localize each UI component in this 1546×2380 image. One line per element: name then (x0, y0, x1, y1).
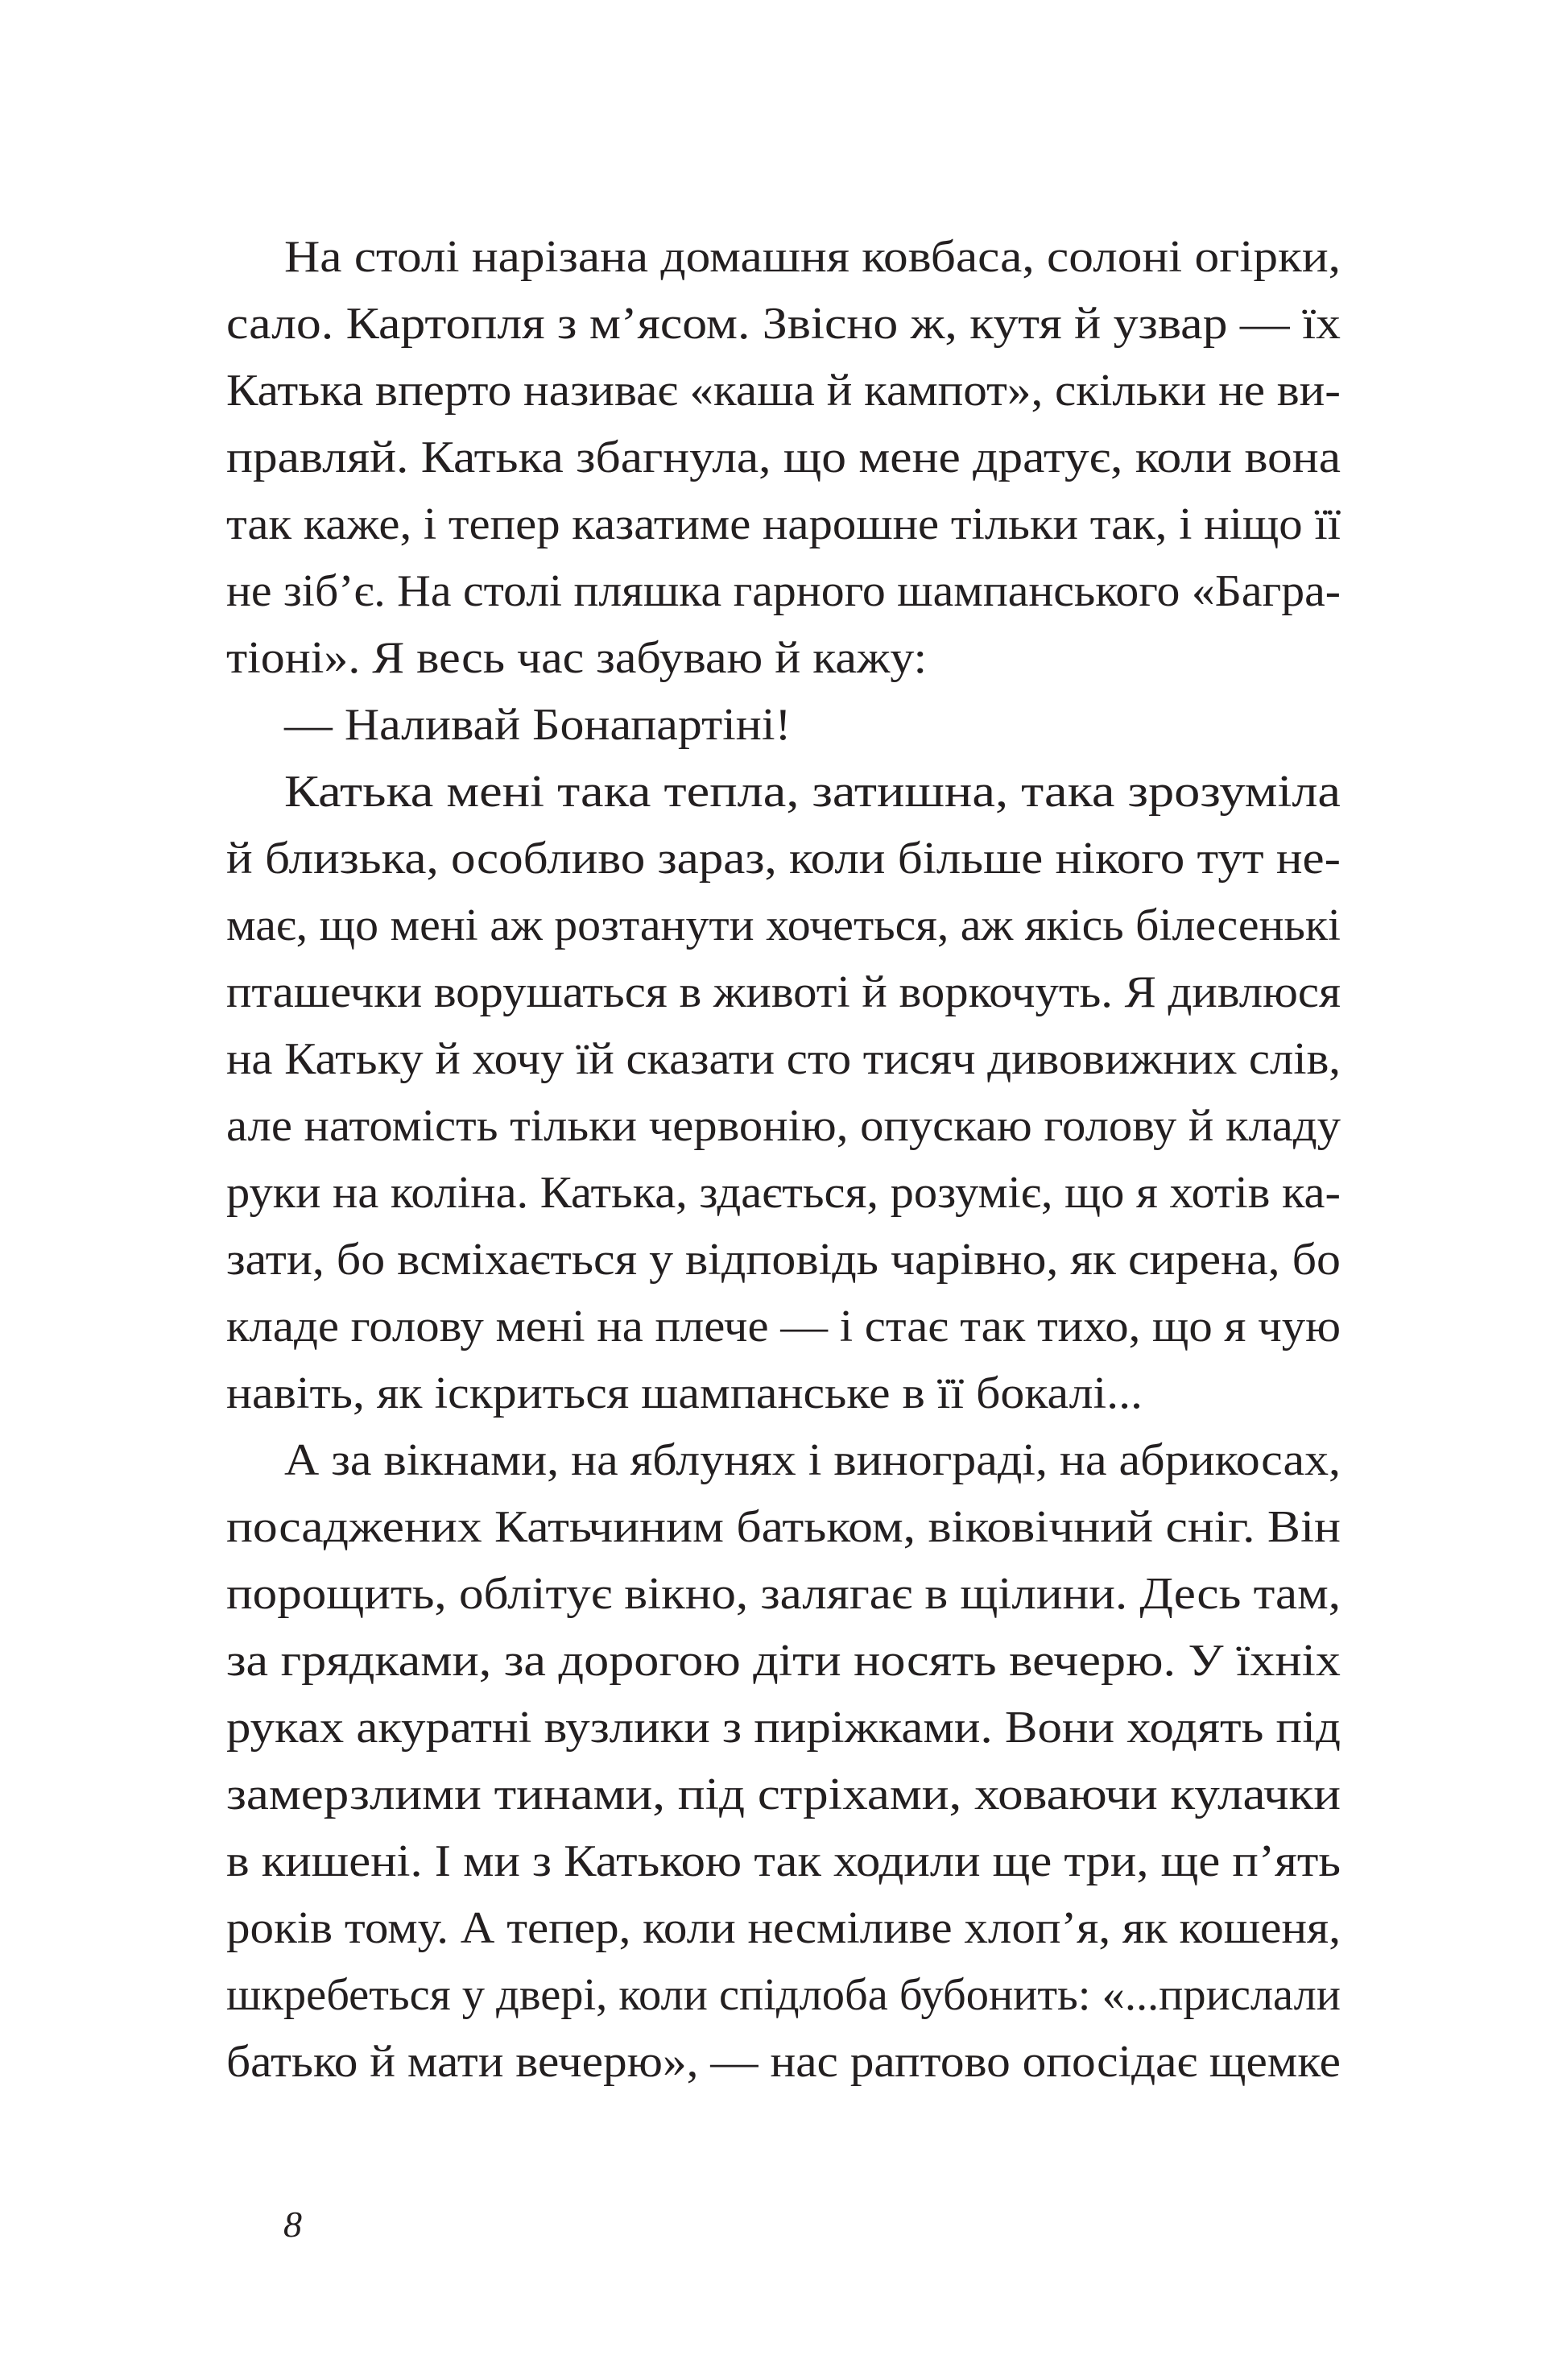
text-line-content: пташечки ворушаться в животі й воркочуть. Я дивлюся (226, 967, 1341, 1017)
text-line-content: Катька мені така тепла, затишна, така зрозуміла (284, 767, 1341, 817)
text-line-content: На столі нарізана домашня ковбаса, солоні огірки, (284, 232, 1341, 282)
text-line-content: не зіб’є. На столі пляшка гарного шампанського «Багра- (226, 566, 1341, 616)
page-number: 8 (283, 2204, 302, 2245)
text-line (226, 1427, 1341, 1494)
text-line (226, 224, 1341, 291)
text-line-content: в кишені. І ми з Катькою так ходили ще три, ще п’ять (226, 1836, 1341, 1886)
text-line-content: сало. Картопля з м’ясом. Звісно ж, кутя й узвар — їх (226, 299, 1341, 349)
text-line (226, 1026, 1341, 1093)
text-line (226, 2029, 1341, 2096)
text-line (226, 625, 1341, 692)
text-line (226, 892, 1341, 959)
text-line (226, 826, 1341, 892)
text-line-content: батько й мати вечерю», — нас раптово опосідає щемке (226, 2037, 1341, 2087)
text-line-content: руках акуратні вузлики з пиріжками. Вони ходять під (226, 1703, 1341, 1753)
text-line (226, 1494, 1341, 1561)
text-line-content: посаджених Катьчиним батьком, віковічний сніг. Він (226, 1502, 1341, 1552)
text-line (226, 1695, 1341, 1761)
text-line-content: років тому. А тепер, коли несміливе хлоп’я, як кошеня, (226, 1903, 1341, 1953)
text-line-content: А за вікнами, на яблунях і винограді, на абрикосах, (284, 1435, 1341, 1485)
body-text (226, 224, 1341, 2096)
text-line (226, 1561, 1341, 1628)
text-line-content: навіть, як іскриться шампанське в її бокалі... (226, 1368, 1143, 1418)
text-line-content: так каже, і тепер казатиме нарошне тільки так, і ніщо її (226, 499, 1341, 549)
text-line (226, 424, 1341, 491)
text-line-content: кладе голову мені на плече — і стає так тихо, що я чую (226, 1302, 1341, 1351)
text-line (226, 1093, 1341, 1160)
text-line-content: тіоні». Я весь час забуваю й кажу: (226, 633, 928, 683)
text-line (226, 1628, 1341, 1695)
text-line-content: на Катьку й хочу їй сказати сто тисяч дивовижних слів, (226, 1034, 1341, 1084)
text-line-content: — Наливай Бонапартіні! (284, 700, 792, 750)
text-line (226, 1160, 1341, 1227)
text-line-content: шкребеться у двері, коли спідлоба бубонить: «...прислали (226, 1970, 1341, 2020)
text-line (226, 1895, 1341, 1962)
text-line (226, 1962, 1341, 2029)
text-line (226, 1761, 1341, 1828)
text-line (226, 1227, 1341, 1293)
text-line (226, 692, 1341, 759)
text-line-content: порощить, облітує вікно, залягає в щілини. Десь там, (226, 1569, 1341, 1619)
text-line-content: зати, бо всміхається у відповідь чарівно, як сирена, бо (226, 1235, 1341, 1285)
text-line (226, 358, 1341, 424)
text-line (226, 1360, 1341, 1427)
text-line (226, 959, 1341, 1026)
text-line-content: Катька вперто називає «каша й кампот», скільки не ви- (226, 366, 1341, 416)
text-line-content: але натомість тільки червонію, опускаю голову й кладу (226, 1101, 1341, 1151)
text-line (226, 1828, 1341, 1895)
text-line-content: правляй. Катька збагнула, що мене дратує, коли вона (226, 433, 1341, 482)
text-line (226, 291, 1341, 358)
text-line (226, 759, 1341, 826)
text-line-content: замерзлими тинами, під стріхами, ховаючи кулачки (226, 1769, 1341, 1819)
text-line (226, 558, 1341, 625)
text-line (226, 1293, 1341, 1360)
text-line-content: й близька, особливо зараз, коли більше нікого тут не- (226, 834, 1341, 884)
text-line-content: руки на коліна. Катька, здається, розуміє, що я хотів ка- (226, 1168, 1341, 1218)
text-line (226, 491, 1341, 558)
text-line-content: за грядками, за дорогою діти носять вечерю. У їхніх (226, 1636, 1341, 1686)
text-line-content: має, що мені аж розтанути хочеться, аж якісь білесенькі (226, 900, 1341, 950)
